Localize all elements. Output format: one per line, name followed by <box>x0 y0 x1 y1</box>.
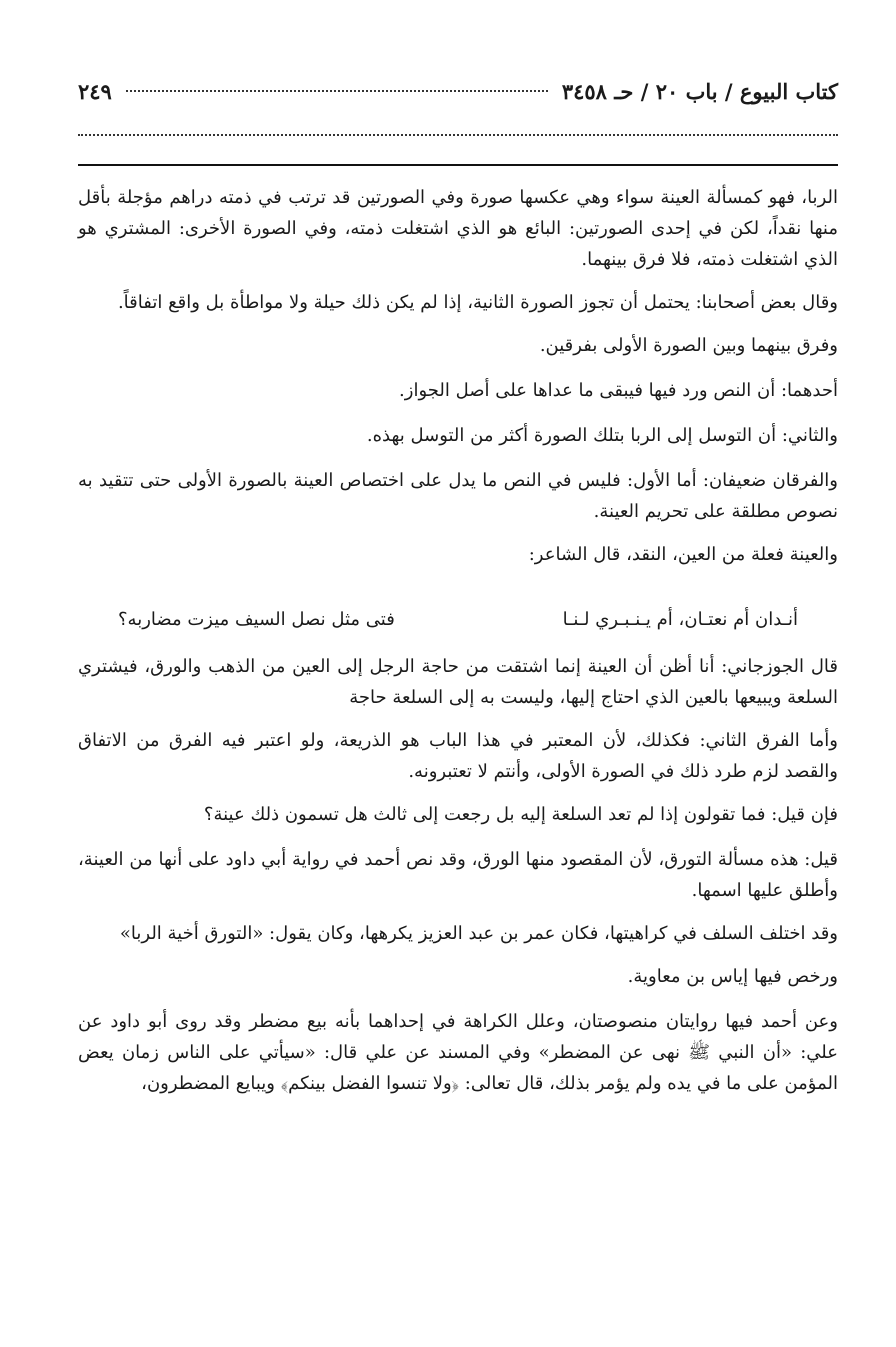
paragraph: ورخص فيها إياس بن معاوية. <box>627 966 838 987</box>
paragraph: وفرق بينهما وبين الصورة الأولى بفرقين. <box>539 335 838 356</box>
book-page <box>78 70 838 1111</box>
poem-verse <box>78 604 838 635</box>
dotted-separator <box>78 134 838 136</box>
paragraph: والثاني: أن التوسل إلى الربا بتلك الصورة أكثر من التوسل بهذه. <box>366 425 838 446</box>
poem-hemistich-second: فتى مثل نصل السيف ميزت مضاربه؟ <box>118 609 395 630</box>
horizontal-rule <box>78 164 838 166</box>
paragraph: وعن أحمد فيها روايتان منصوصتان، وعلل الكراهة في إحداهما بأنه بيع مضطر وقد روى أبو داود عن علي: «أن النبي ﷺ نهى عن المضطر» وفي المسند عن علي قال: «سيأتي على الناس زمان يعض المؤمن على ما في يده ولم يؤمر بذلك، قال تعالى: ﴿ولا تنسوا الفضل بينكم﴾ ويبايع المضطرون، <box>78 1011 838 1094</box>
paragraph: وقال بعض أصحابنا: يحتمل أن تجوز الصورة الثانية، إذا لم يكن ذلك حيلة ولا مواطأة بل واقع اتفاقاً. <box>117 292 838 313</box>
poem-hemistich-first: أنـدان أم نعتـان، أم يـنـبـري لـنـا <box>562 609 798 630</box>
paragraph: وقد اختلف السلف في كراهيتها، فكان عمر بن عبد العزيز يكرهها، وكان يقول: «التورق أخية الربا» <box>119 923 838 944</box>
paragraph: وأما الفرق الثاني: فكذلك، لأن المعتبر في هذا الباب هو الذريعة، ولو اعتبر فيه الفرق من الاتفاق والقصد لزم طرد ذلك في الصورة الأولى، وأنتم لا تعتبرونه. <box>78 730 838 782</box>
header-dot-leader <box>126 90 548 92</box>
header-title: كتاب البيوع / باب ٢٠ / حـ ٣٤٥٨ <box>561 78 838 104</box>
page-number: ٢٤٩ <box>78 78 112 104</box>
paragraph: أحدهما: أن النص ورد فيها فيبقى ما عداها على أصل الجواز. <box>399 380 838 401</box>
paragraph: قيل: هذه مسألة التورق، لأن المقصود منها الورق، وقد نص أحمد في رواية أبي داود على أنها من العينة، وأطلق عليها اسمها. <box>78 849 838 901</box>
paragraph: قال الجوزجاني: أنا أظن أن العينة إنما اشتقت من حاجة الرجل إلى العين من الذهب والورق، فيشتري السلعة ويبيعها بالعين الذي احتاج إليها، وليست به إلى السلعة حاجة <box>78 656 838 708</box>
paragraph: والعينة فعلة من العين، النقد، قال الشاعر: <box>528 544 838 565</box>
running-header <box>78 70 838 112</box>
paragraph: الربا، فهو كمسألة العينة سواء وهي عكسها صورة وفي الصورتين قد ترتب في ذمته دراهم مؤجلة بأقل منها نقداً، لكن في إحدى الصورتين: البائع هو الذي اشتغلت ذمته، وفي الصورة الأخرى: المشتري هو الذي اشتغلت ذمته، فلا فرق بينهما. <box>78 187 838 270</box>
page-body <box>78 182 838 1099</box>
paragraph: فإن قيل: فما تقولون إذا لم تعد السلعة إليه بل رجعت إلى ثالث هل تسمون ذلك عينة؟ <box>203 804 838 825</box>
paragraph: والفرقان ضعيفان: أما الأول: فليس في النص ما يدل على اختصاص العينة بالصورة الأولى حتى تتقيد به نصوص مطلقة على تحريم العينة. <box>78 470 838 522</box>
